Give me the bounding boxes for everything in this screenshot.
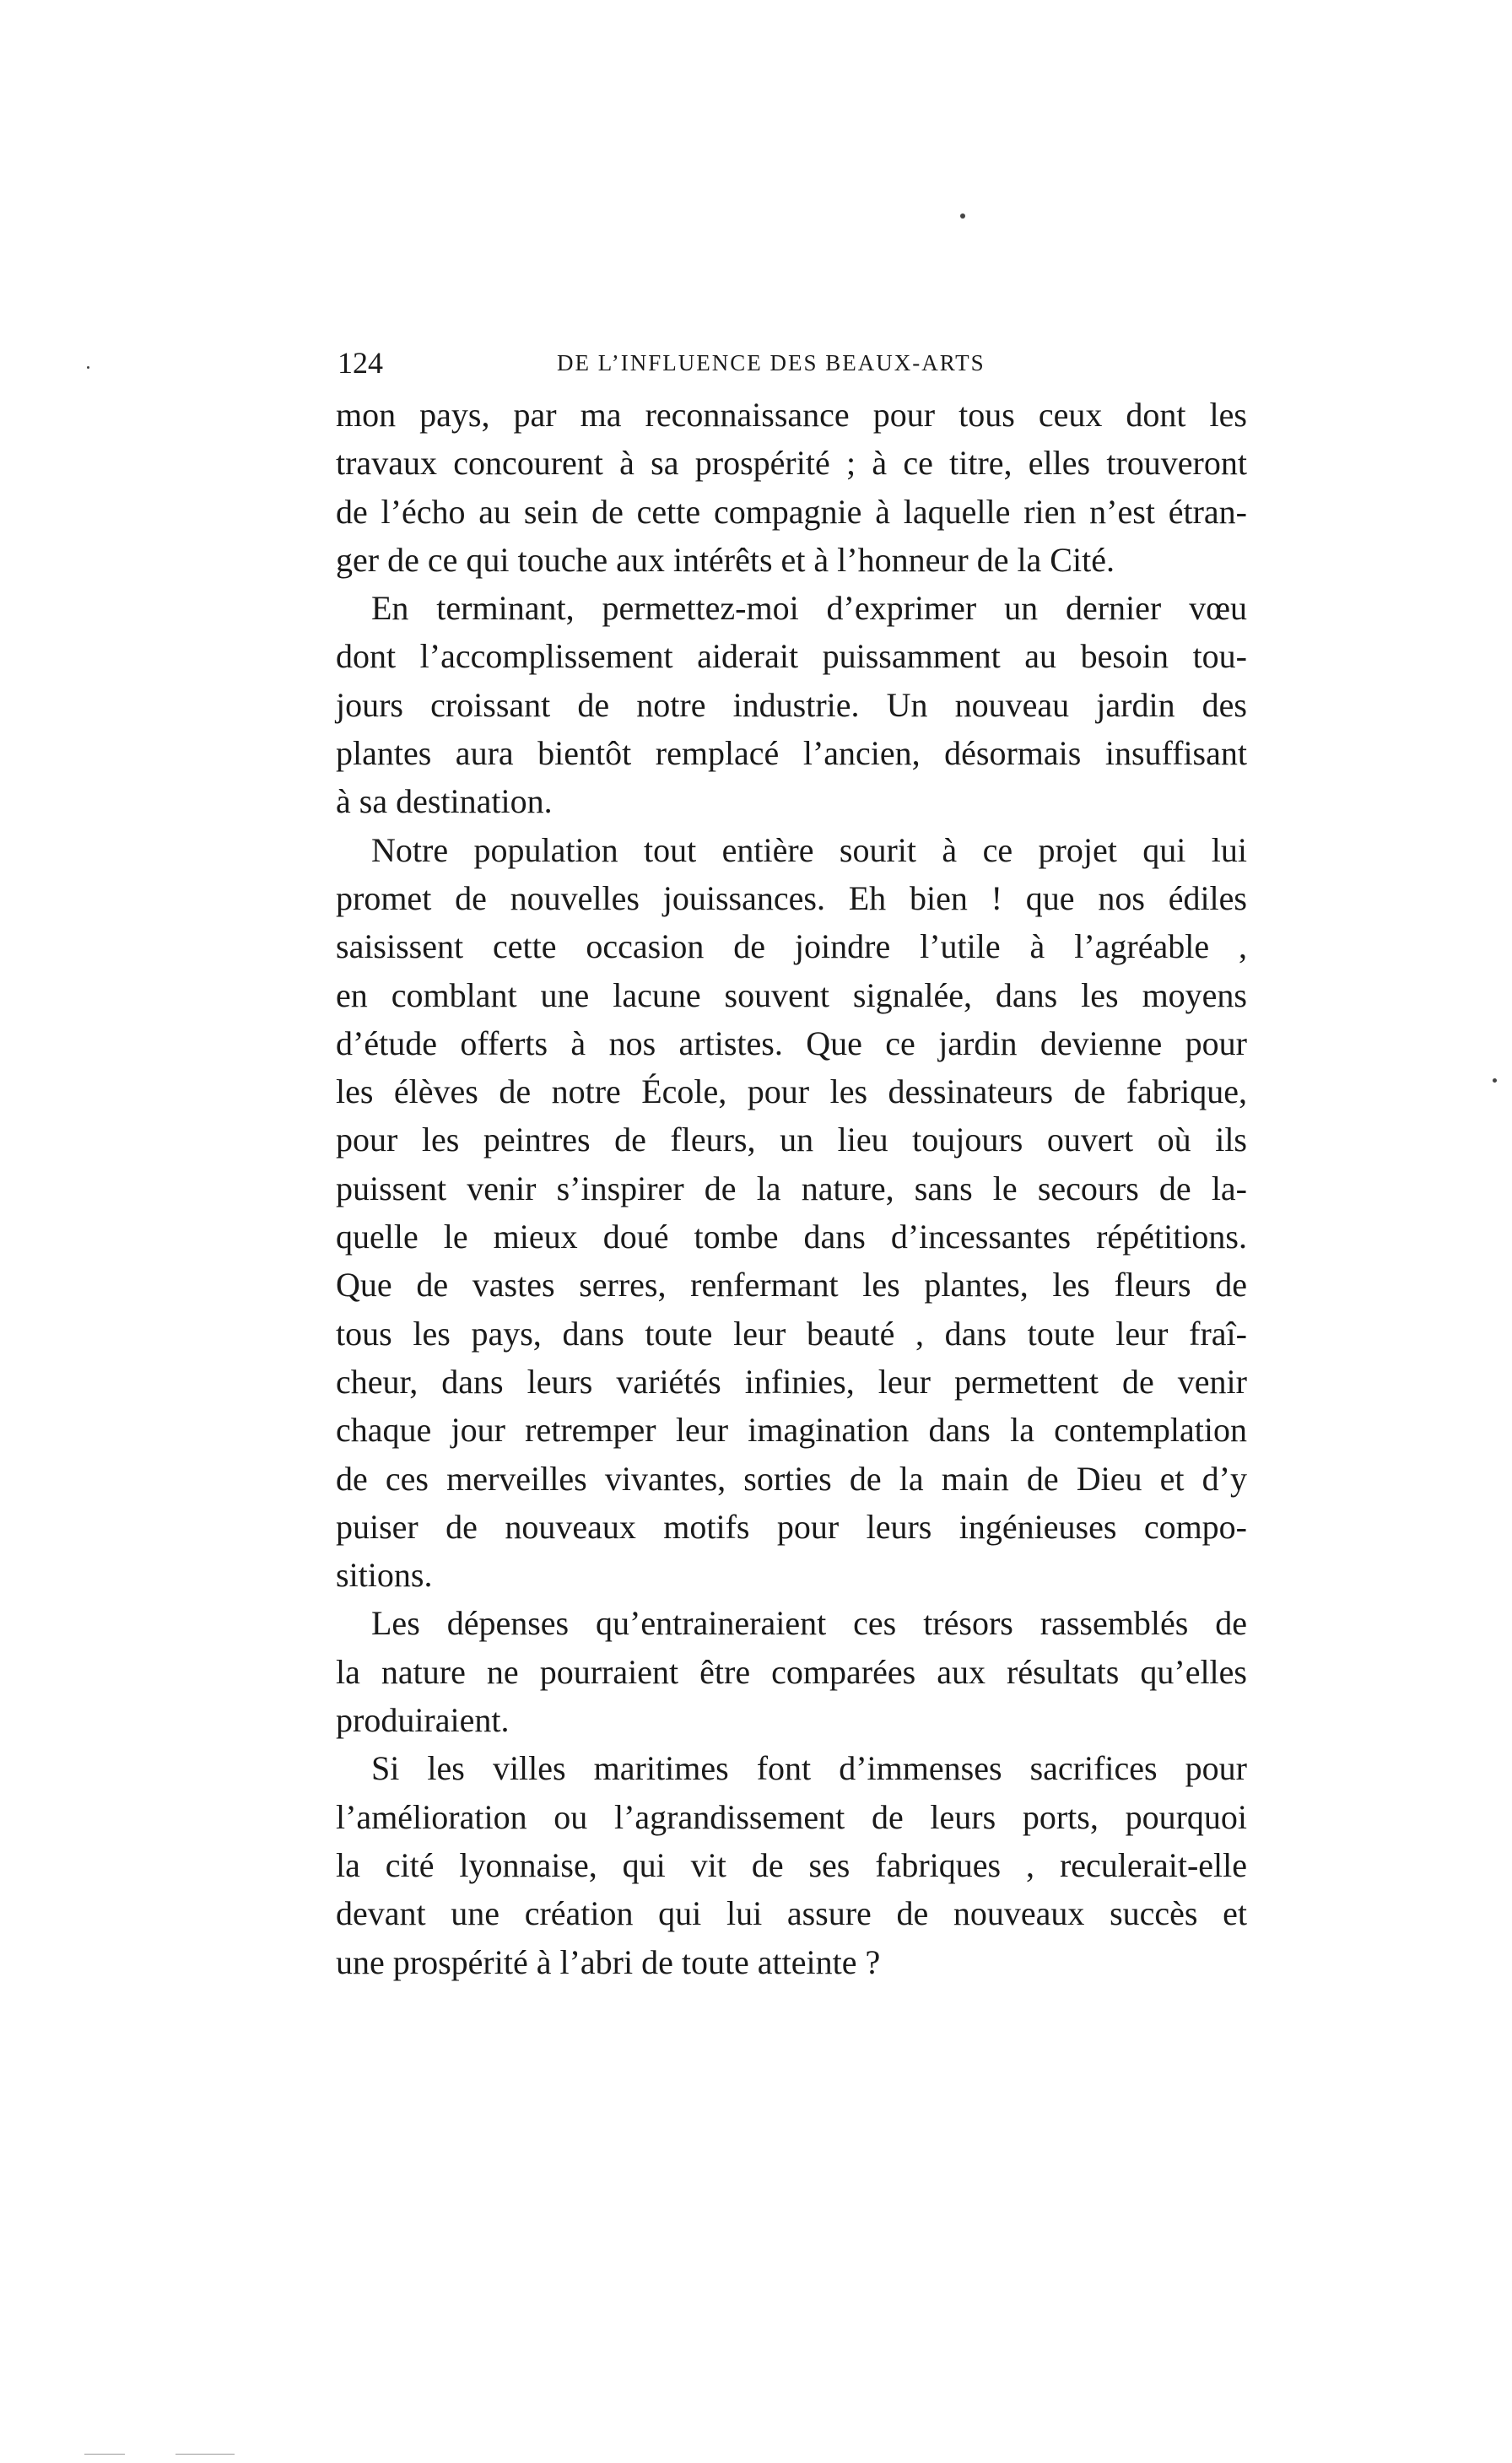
text-line: Que de vastes serres, renfermant les plantes, les fleurs de [336,1266,1247,1304]
text-line: à sa destination. [336,782,553,821]
text-line: l’amélioration ou l’agrandissement de leurs ports, pourquoi [336,1797,1247,1836]
text-line: d’étude offerts à nos artistes. Que ce jardin devienne pour [336,1024,1247,1062]
text-line: mon pays, par ma reconnaissance pour tous ceux dont les [336,396,1247,434]
page-header [338,342,1245,384]
paragraph [336,1599,1247,1744]
scan-speck [87,366,89,369]
text-line: tous les pays, dans toute leur beauté , dans toute leur fraî- [336,1314,1247,1353]
text-line: Les dépenses qu’entraineraient ces trésors rassemblés de [371,1604,1247,1643]
page-number: 124 [338,346,383,380]
scan-edge-mark [176,2454,235,2455]
text-line: travaux concourent à sa prospérité ; à ce titre, elles trouveront [336,444,1247,483]
text-line: dont l’accomplissement aiderait puissamment au besoin tou- [336,637,1247,676]
paragraph [336,391,1247,584]
text-line: une prospérité à l’abri de toute atteinte ? [336,1942,881,1981]
scan-speck [1493,1078,1497,1083]
text-line: chaque jour retremper leur imagination dans la contemplation [336,1411,1247,1450]
text-line: les élèves de notre École, pour les dessinateurs de fabrique, [336,1072,1247,1111]
paragraph [336,826,1247,1600]
text-line: puissent venir s’inspirer de la nature, sans le secours de la- [336,1169,1247,1207]
text-line: promet de nouvelles jouissances. Eh bien ! que nos édiles [336,878,1247,917]
paragraph [336,584,1247,825]
text-line: saisissent cette occasion de joindre l’utile à l’agréable , [336,927,1247,966]
text-line: cheur, dans leurs variétés infinies, leur permettent de venir [336,1362,1247,1401]
text-line: la nature ne pourraient être comparées aux résultats qu’elles [336,1652,1247,1691]
text-line: la cité lyonnaise, qui vit de ses fabriques , reculerait-elle [336,1845,1247,1884]
text-line: pour les peintres de fleurs, un lieu toujours ouvert où ils [336,1121,1247,1159]
text-line: devant une création qui lui assure de nouveaux succès et [336,1894,1247,1933]
text-line: puiser de nouveaux motifs pour leurs ingénieuses compo- [336,1507,1247,1546]
text-line: ger de ce qui touche aux intérêts et à l’honneur de la Cité. [336,540,1115,579]
scan-edge-mark [84,2454,125,2455]
text-line: produiraient. [336,1701,510,1740]
text-line: Si les villes maritimes font d’immenses sacrifices pour [371,1749,1247,1788]
text-line: de l’écho au sein de cette compagnie à laquelle rien n’est étran- [336,492,1247,531]
text-line: Notre population tout entière sourit à ce projet qui lui [371,830,1247,869]
body-text [336,391,1247,1986]
paragraph [336,1744,1247,1985]
scan-speck [960,213,965,219]
text-line: en comblant une lacune souvent signalée, dans les moyens [336,975,1247,1014]
text-line: En terminant, permettez-moi d’exprimer un dernier vœu [371,589,1247,628]
text-line: sitions. [336,1556,433,1595]
text-line: plantes aura bientôt remplacé l’ancien, désormais insuffisant [336,734,1247,773]
text-line: quelle le mieux doué tombe dans d’incessantes répétitions. [336,1218,1247,1256]
text-line: jours croissant de notre industrie. Un nouveau jardin des [336,685,1247,724]
running-head: DE L’INFLUENCE DES BEAUX-ARTS [557,350,986,375]
text-line: de ces merveilles vivantes, sorties de la main de Dieu et d’y [336,1459,1247,1498]
